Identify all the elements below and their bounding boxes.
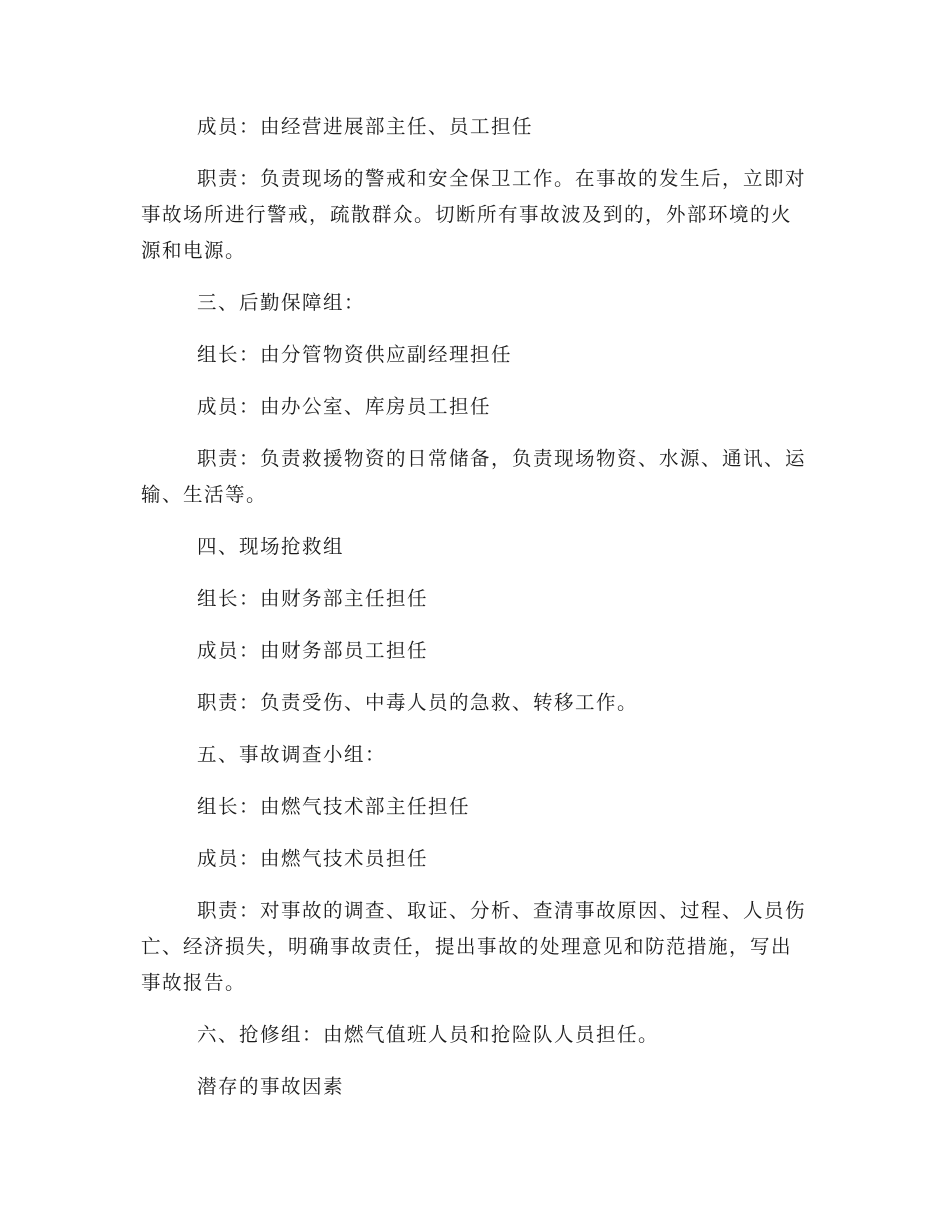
paragraph-duty-logistics: 职责：负责救援物资的日常储备，负责现场物资、水源、通讯、运输、生活等。 [141,447,807,506]
paragraph-members-investigation: 成员：由燃气技术员担任 [197,847,429,870]
paragraph-members-rescue: 成员：由财务部员工担任 [197,639,429,662]
paragraph-duty-investigation: 职责：对事故的调查、取证、分析、查清事故原因、过程、人员伤亡、经济损失，明确事故责任，提出事故的处理意见和防范措施，写出事故报告。 [141,899,807,994]
section-heading-repair: 六、抢修组：由燃气值班人员和抢险队人员担任。 [197,1023,660,1046]
paragraph-leader-rescue: 组长：由财务部主任担任 [197,587,429,610]
document-body [141,109,811,1121]
paragraph-leader-investigation: 组长：由燃气技术部主任担任 [197,795,471,818]
paragraph-members-logistics: 成员：由办公室、库房员工担任 [197,395,492,418]
paragraph-leader-logistics: 组长：由分管物资供应副经理担任 [197,343,513,366]
paragraph-duty-rescue: 职责：负责受伤、中毒人员的急救、转移工作。 [197,691,639,714]
paragraph-duty-security: 职责：负责现场的警戒和安全保卫工作。在事故的发生后，立即对事故场所进行警戒，疏散群众。切断所有事故波及到的，外部环境的火源和电源。 [141,167,807,262]
section-heading-hazards: 潜存的事故因素 [197,1075,345,1098]
section-heading-investigation: 五、事故调查小组： [197,743,387,766]
section-heading-logistics: 三、后勤保障组： [197,291,366,314]
paragraph-members-security: 成员：由经营进展部主任、员工担任 [197,115,534,138]
section-heading-rescue: 四、现场抢救组 [197,535,345,558]
